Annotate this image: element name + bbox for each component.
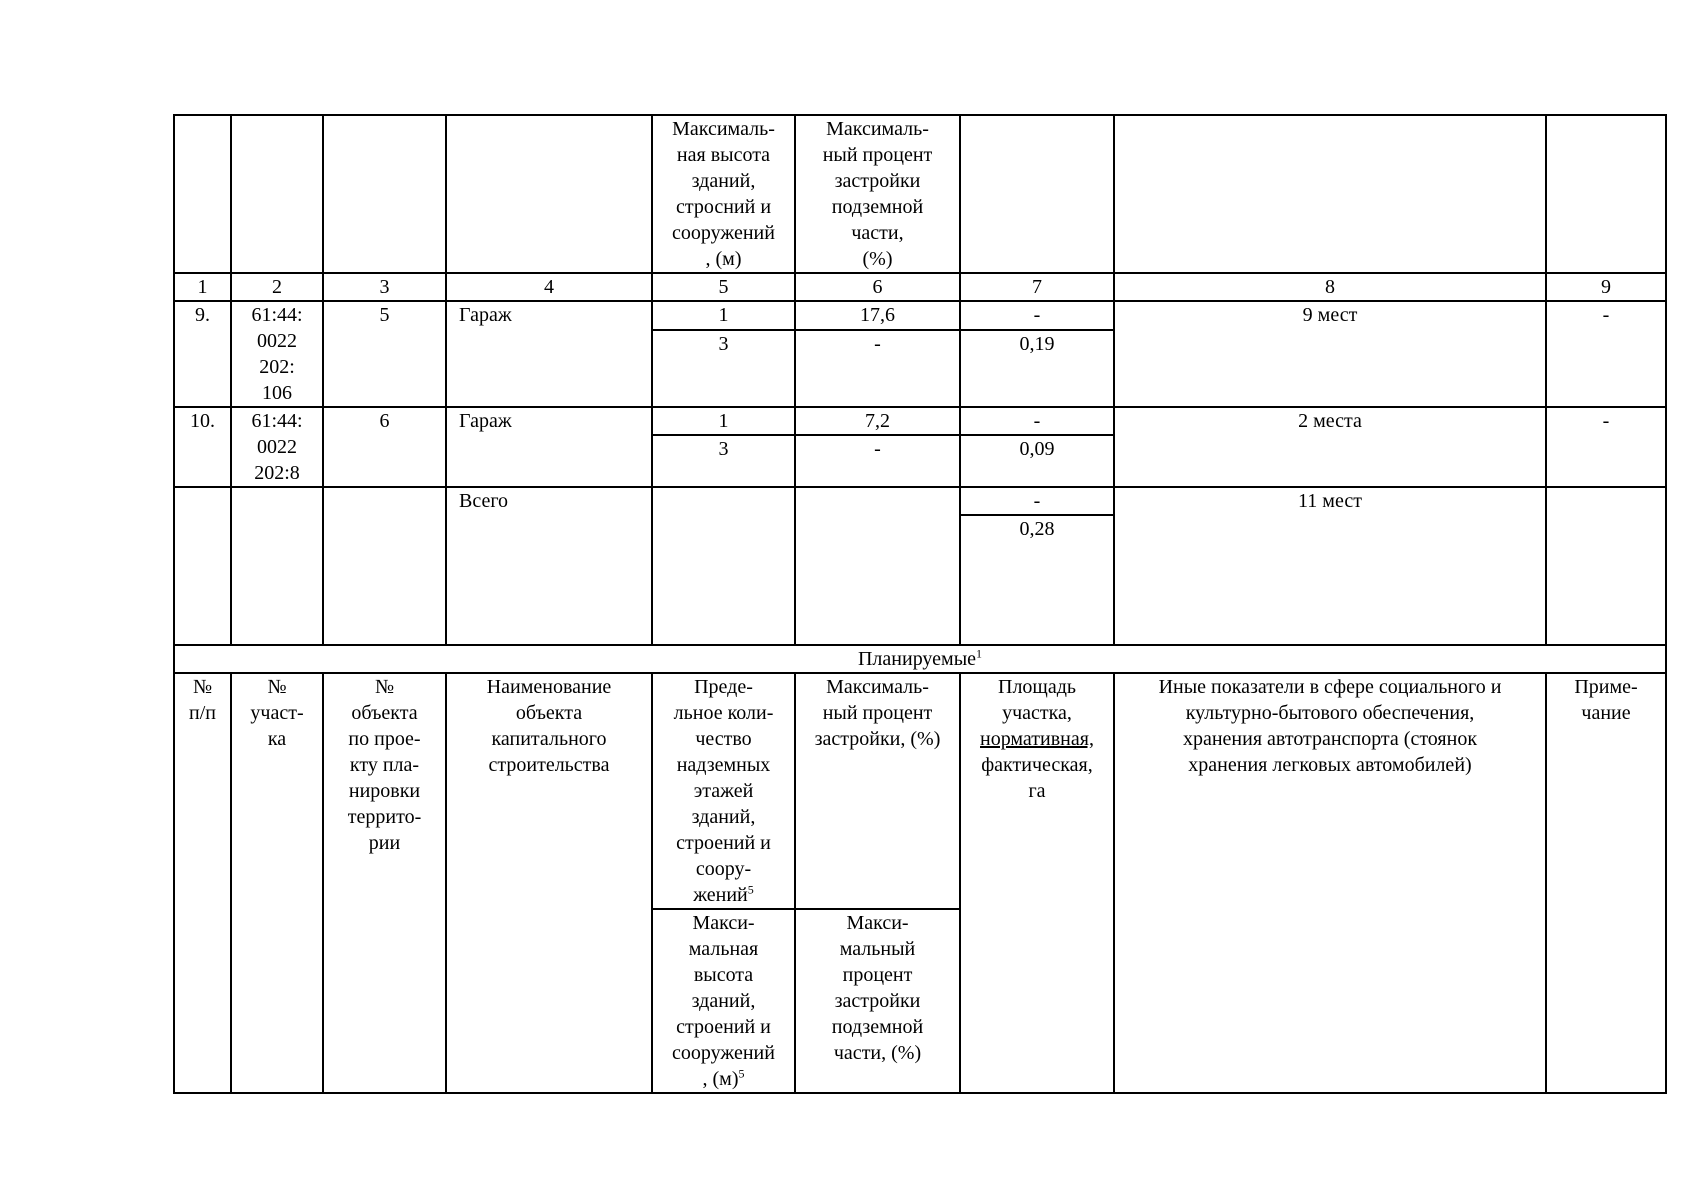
empty-cell — [446, 115, 652, 273]
empty-cell — [960, 115, 1114, 273]
column-number: 9 — [1546, 273, 1666, 301]
column-number-row — [174, 273, 1666, 301]
bottom-header-row — [174, 673, 1666, 909]
height-value: 3 — [652, 330, 795, 407]
build-percent-value: 7,2 — [795, 407, 960, 435]
table-row — [174, 407, 1666, 435]
header-object-name: Наименование объекта капитального строительства — [446, 673, 652, 1093]
height-value: 3 — [652, 435, 795, 487]
document-table — [173, 114, 1667, 1094]
column-number: 5 — [652, 273, 795, 301]
header-max-height: Максималь- ная высота зданий, стросний и сооружений , (м) — [652, 115, 795, 273]
header-build-percent: Максималь- ный процент застройки, (%) — [795, 673, 960, 909]
empty-cell — [231, 115, 323, 273]
total-area-normative: - — [960, 487, 1114, 515]
header-max-underground-percent: Максималь- ный процент застройки подземной части, (%) — [795, 115, 960, 273]
total-other-indicators: 11 мест — [1114, 487, 1546, 645]
row-number: 9. — [174, 301, 231, 407]
column-number: 4 — [446, 273, 652, 301]
empty-cell — [652, 487, 795, 645]
area-actual-value: 0,09 — [960, 435, 1114, 487]
section-heading: Планируемые$^1$ — [174, 645, 1666, 673]
column-number: 3 — [323, 273, 446, 301]
column-number: 6 — [795, 273, 960, 301]
build-percent-value: 17,6 — [795, 301, 960, 330]
column-number: 2 — [231, 273, 323, 301]
note: - — [1546, 301, 1666, 407]
underground-percent-value: - — [795, 435, 960, 487]
header-floors: Преде- льное коли- чество надземных этажей зданий, строений и соору- жений$^5$ — [652, 673, 795, 909]
header-max-underground-percent: Макси- мальный процент застройки подземной части, (%) — [795, 909, 960, 1093]
object-name: Гараж — [446, 301, 652, 407]
other-indicators: 2 места — [1114, 407, 1546, 487]
table-row — [174, 301, 1666, 330]
header-object-number: № объекта по прое- кту пла- нировки террито- рии — [323, 673, 446, 1093]
parcel-number: 61:44: 0022 202: 106 — [231, 301, 323, 407]
header-parcel-number: № участ- ка — [231, 673, 323, 1093]
empty-cell — [174, 487, 231, 645]
floors-value: 1 — [652, 301, 795, 330]
underground-percent-value: - — [795, 330, 960, 407]
header-row-number: № п/п — [174, 673, 231, 1093]
header-max-height: Макси- мальная высота зданий, строений и сооружений , $(м)^5$ — [652, 909, 795, 1093]
parcel-number: 61:44: 0022 202:8 — [231, 407, 323, 487]
header-area: Площадь участка, нормативная, фактическая, га — [960, 673, 1114, 1093]
area-normative-value: - — [960, 301, 1114, 330]
empty-cell — [1546, 487, 1666, 645]
other-indicators: 9 мест — [1114, 301, 1546, 407]
empty-cell — [323, 115, 446, 273]
row-number: 10. — [174, 407, 231, 487]
empty-cell — [323, 487, 446, 645]
area-actual-value: 0,19 — [960, 330, 1114, 407]
object-number: 6 — [323, 407, 446, 487]
empty-cell — [1114, 115, 1546, 273]
column-number: 7 — [960, 273, 1114, 301]
total-label: Всего — [446, 487, 652, 645]
total-area-actual: 0,28 — [960, 515, 1114, 645]
empty-cell — [1546, 115, 1666, 273]
empty-cell — [795, 487, 960, 645]
section-heading-row — [174, 645, 1666, 673]
header-other-indicators: Иные показатели в сфере социального и культурно-бытового обеспечения, хранения автотранспорта (стоянок хранения легковых автомобилей) — [1114, 673, 1546, 1093]
object-number: 5 — [323, 301, 446, 407]
column-number: 8 — [1114, 273, 1546, 301]
total-row — [174, 487, 1666, 515]
empty-cell — [174, 115, 231, 273]
top-header-row — [174, 115, 1666, 273]
header-note: Приме- чание — [1546, 673, 1666, 1093]
column-number: 1 — [174, 273, 231, 301]
object-name: Гараж — [446, 407, 652, 487]
note: - — [1546, 407, 1666, 487]
area-normative-value: - — [960, 407, 1114, 435]
floors-value: 1 — [652, 407, 795, 435]
empty-cell — [231, 487, 323, 645]
